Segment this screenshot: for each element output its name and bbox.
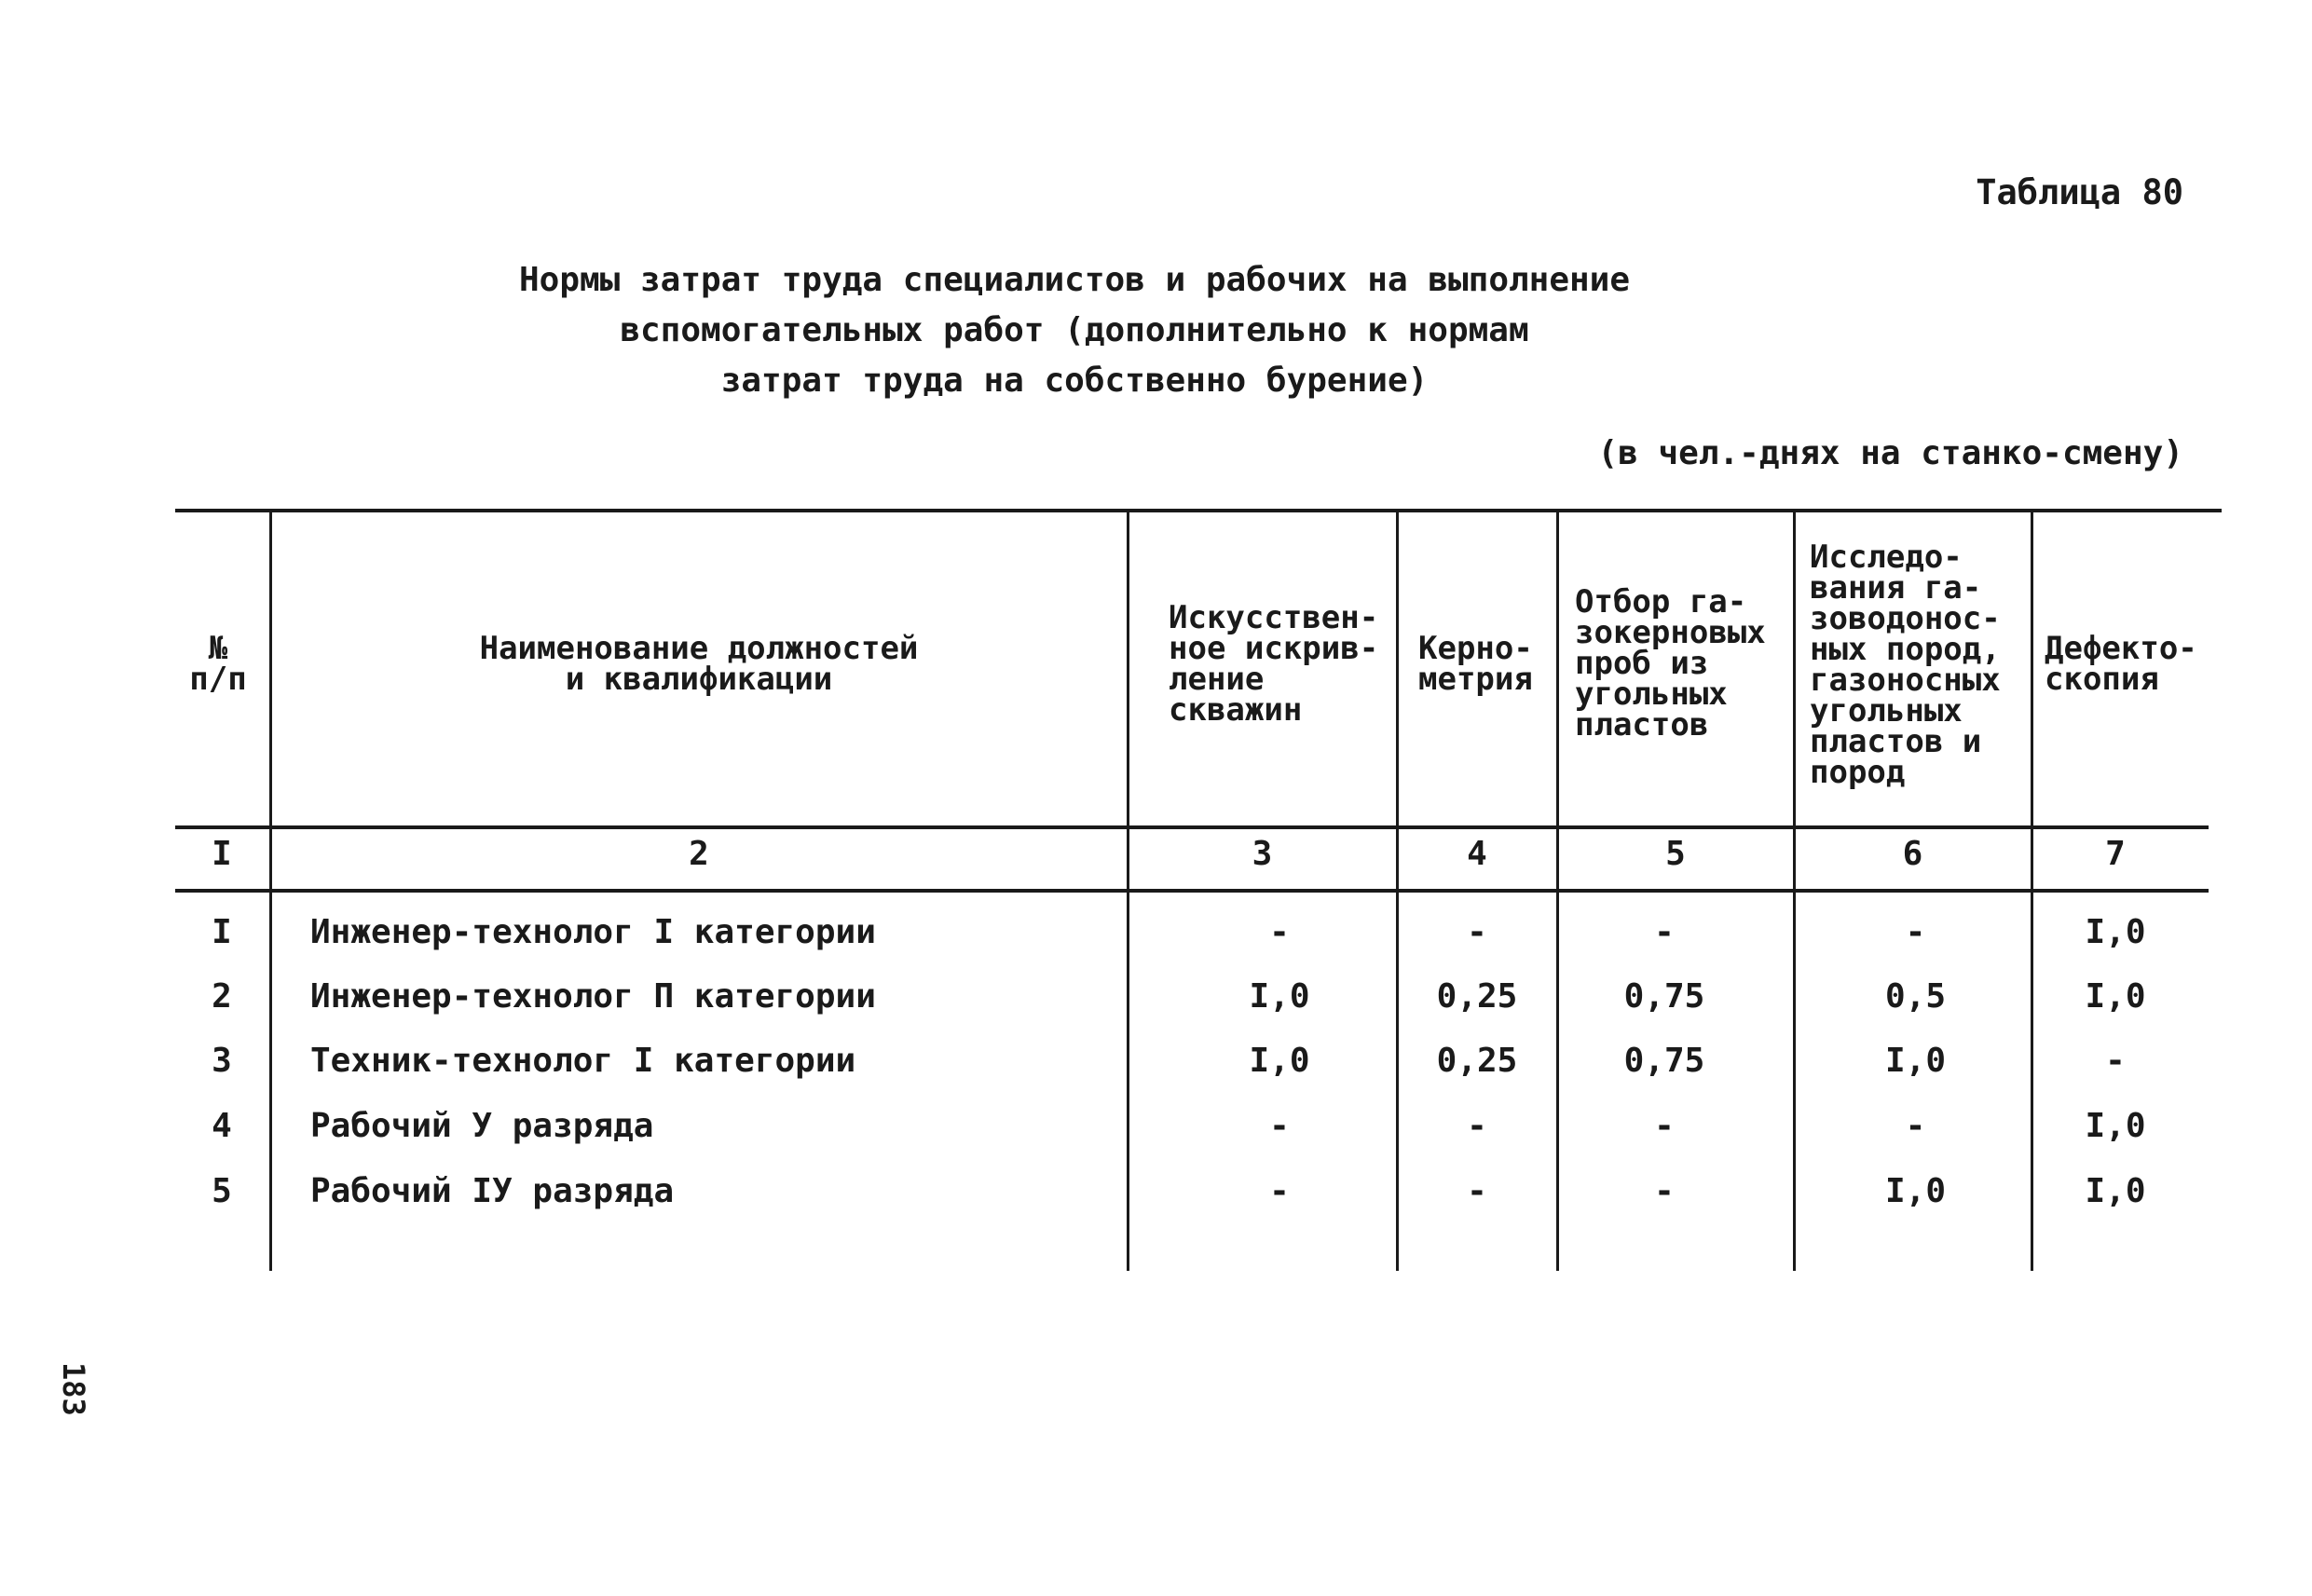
row-number: I [212, 913, 232, 951]
value-col6: - [1905, 1107, 1926, 1145]
header-position-name: Наименование должностей и квалификации [479, 630, 919, 698]
value-col4: - [1467, 1172, 1487, 1210]
column-number: 2 [689, 835, 709, 873]
row-number: 5 [212, 1172, 232, 1210]
position-name: Рабочий У разряда [310, 1107, 654, 1145]
page-number: 183 [56, 1362, 91, 1416]
value-col7: I,0 [2085, 1107, 2146, 1145]
column-number: I [212, 835, 232, 873]
header-bottom-rule [175, 825, 2209, 829]
value-col4: - [1467, 1107, 1487, 1145]
value-col6: I,0 [1884, 1042, 1947, 1080]
column-number: 7 [2105, 835, 2126, 873]
position-name: Рабочий IУ разряда [310, 1172, 675, 1210]
column-divider [1556, 509, 1559, 1271]
table-label: Таблица 80 [1976, 172, 2183, 212]
table-top-rule [175, 509, 2222, 512]
value-col3: - [1269, 1107, 1290, 1145]
column-numbers-rule [175, 889, 2209, 893]
position-name: Инженер-технолог П категории [310, 977, 876, 1016]
value-col5: 0,75 [1623, 1042, 1705, 1080]
column-number: 3 [1252, 835, 1273, 873]
value-col3: - [1269, 913, 1290, 951]
value-col4: 0,25 [1436, 977, 1518, 1016]
value-col7: I,0 [2085, 977, 2146, 1016]
value-col5: - [1654, 1107, 1675, 1145]
value-col3: I,0 [1249, 1042, 1310, 1080]
header-gas-water-research: Исследо- вания га- зоводонос- ных пород, газоносных угольных пластов и пород [1810, 539, 2001, 791]
row-number: 4 [212, 1107, 232, 1145]
position-name: Техник-технолог I категории [310, 1042, 856, 1080]
column-number: 4 [1467, 835, 1487, 873]
title-line: затрат труда на собственно бурение) [720, 361, 1429, 400]
value-col5: 0,75 [1623, 977, 1705, 1016]
column-number: 6 [1902, 835, 1923, 873]
title-line: вспомогательных работ (дополнительно к нормам [620, 311, 1529, 349]
value-col7: I,0 [2085, 913, 2146, 951]
value-col6: - [1905, 913, 1926, 951]
column-number: 5 [1665, 835, 1686, 873]
value-col7: I,0 [2085, 1172, 2146, 1210]
column-divider [1396, 509, 1399, 1271]
column-divider [1793, 509, 1796, 1271]
title-line: Нормы затрат труда специалистов и рабочих на выполнение [518, 261, 1631, 299]
value-col6: I,0 [1884, 1172, 1947, 1210]
header-flaw-detection: Дефекто- скопия [2045, 630, 2197, 698]
column-divider [2031, 509, 2033, 1271]
row-number: 2 [212, 977, 232, 1016]
value-col6: 0,5 [1884, 977, 1947, 1016]
value-col3: - [1269, 1172, 1290, 1210]
value-col4: - [1467, 913, 1487, 951]
header-gas-core-sampling: Отбор га- зокерновых проб из угольных пластов [1575, 583, 1766, 743]
column-divider [269, 509, 272, 1271]
value-col7: - [2105, 1042, 2126, 1080]
row-number: 3 [212, 1042, 232, 1080]
column-divider [1127, 509, 1129, 1271]
value-col4: 0,25 [1436, 1042, 1518, 1080]
value-col3: I,0 [1249, 977, 1310, 1016]
units-note: (в чел.-днях на станко-смену) [1597, 434, 2183, 472]
header-core-measurement: Керно- метрия [1418, 630, 1533, 698]
value-col5: - [1654, 1172, 1675, 1210]
header-artificial-deviation: Искусствен- ное искрив- ление скважин [1169, 599, 1379, 729]
value-col5: - [1654, 913, 1675, 951]
header-number: № п/п [189, 630, 247, 698]
position-name: Инженер-технолог I категории [310, 913, 876, 951]
